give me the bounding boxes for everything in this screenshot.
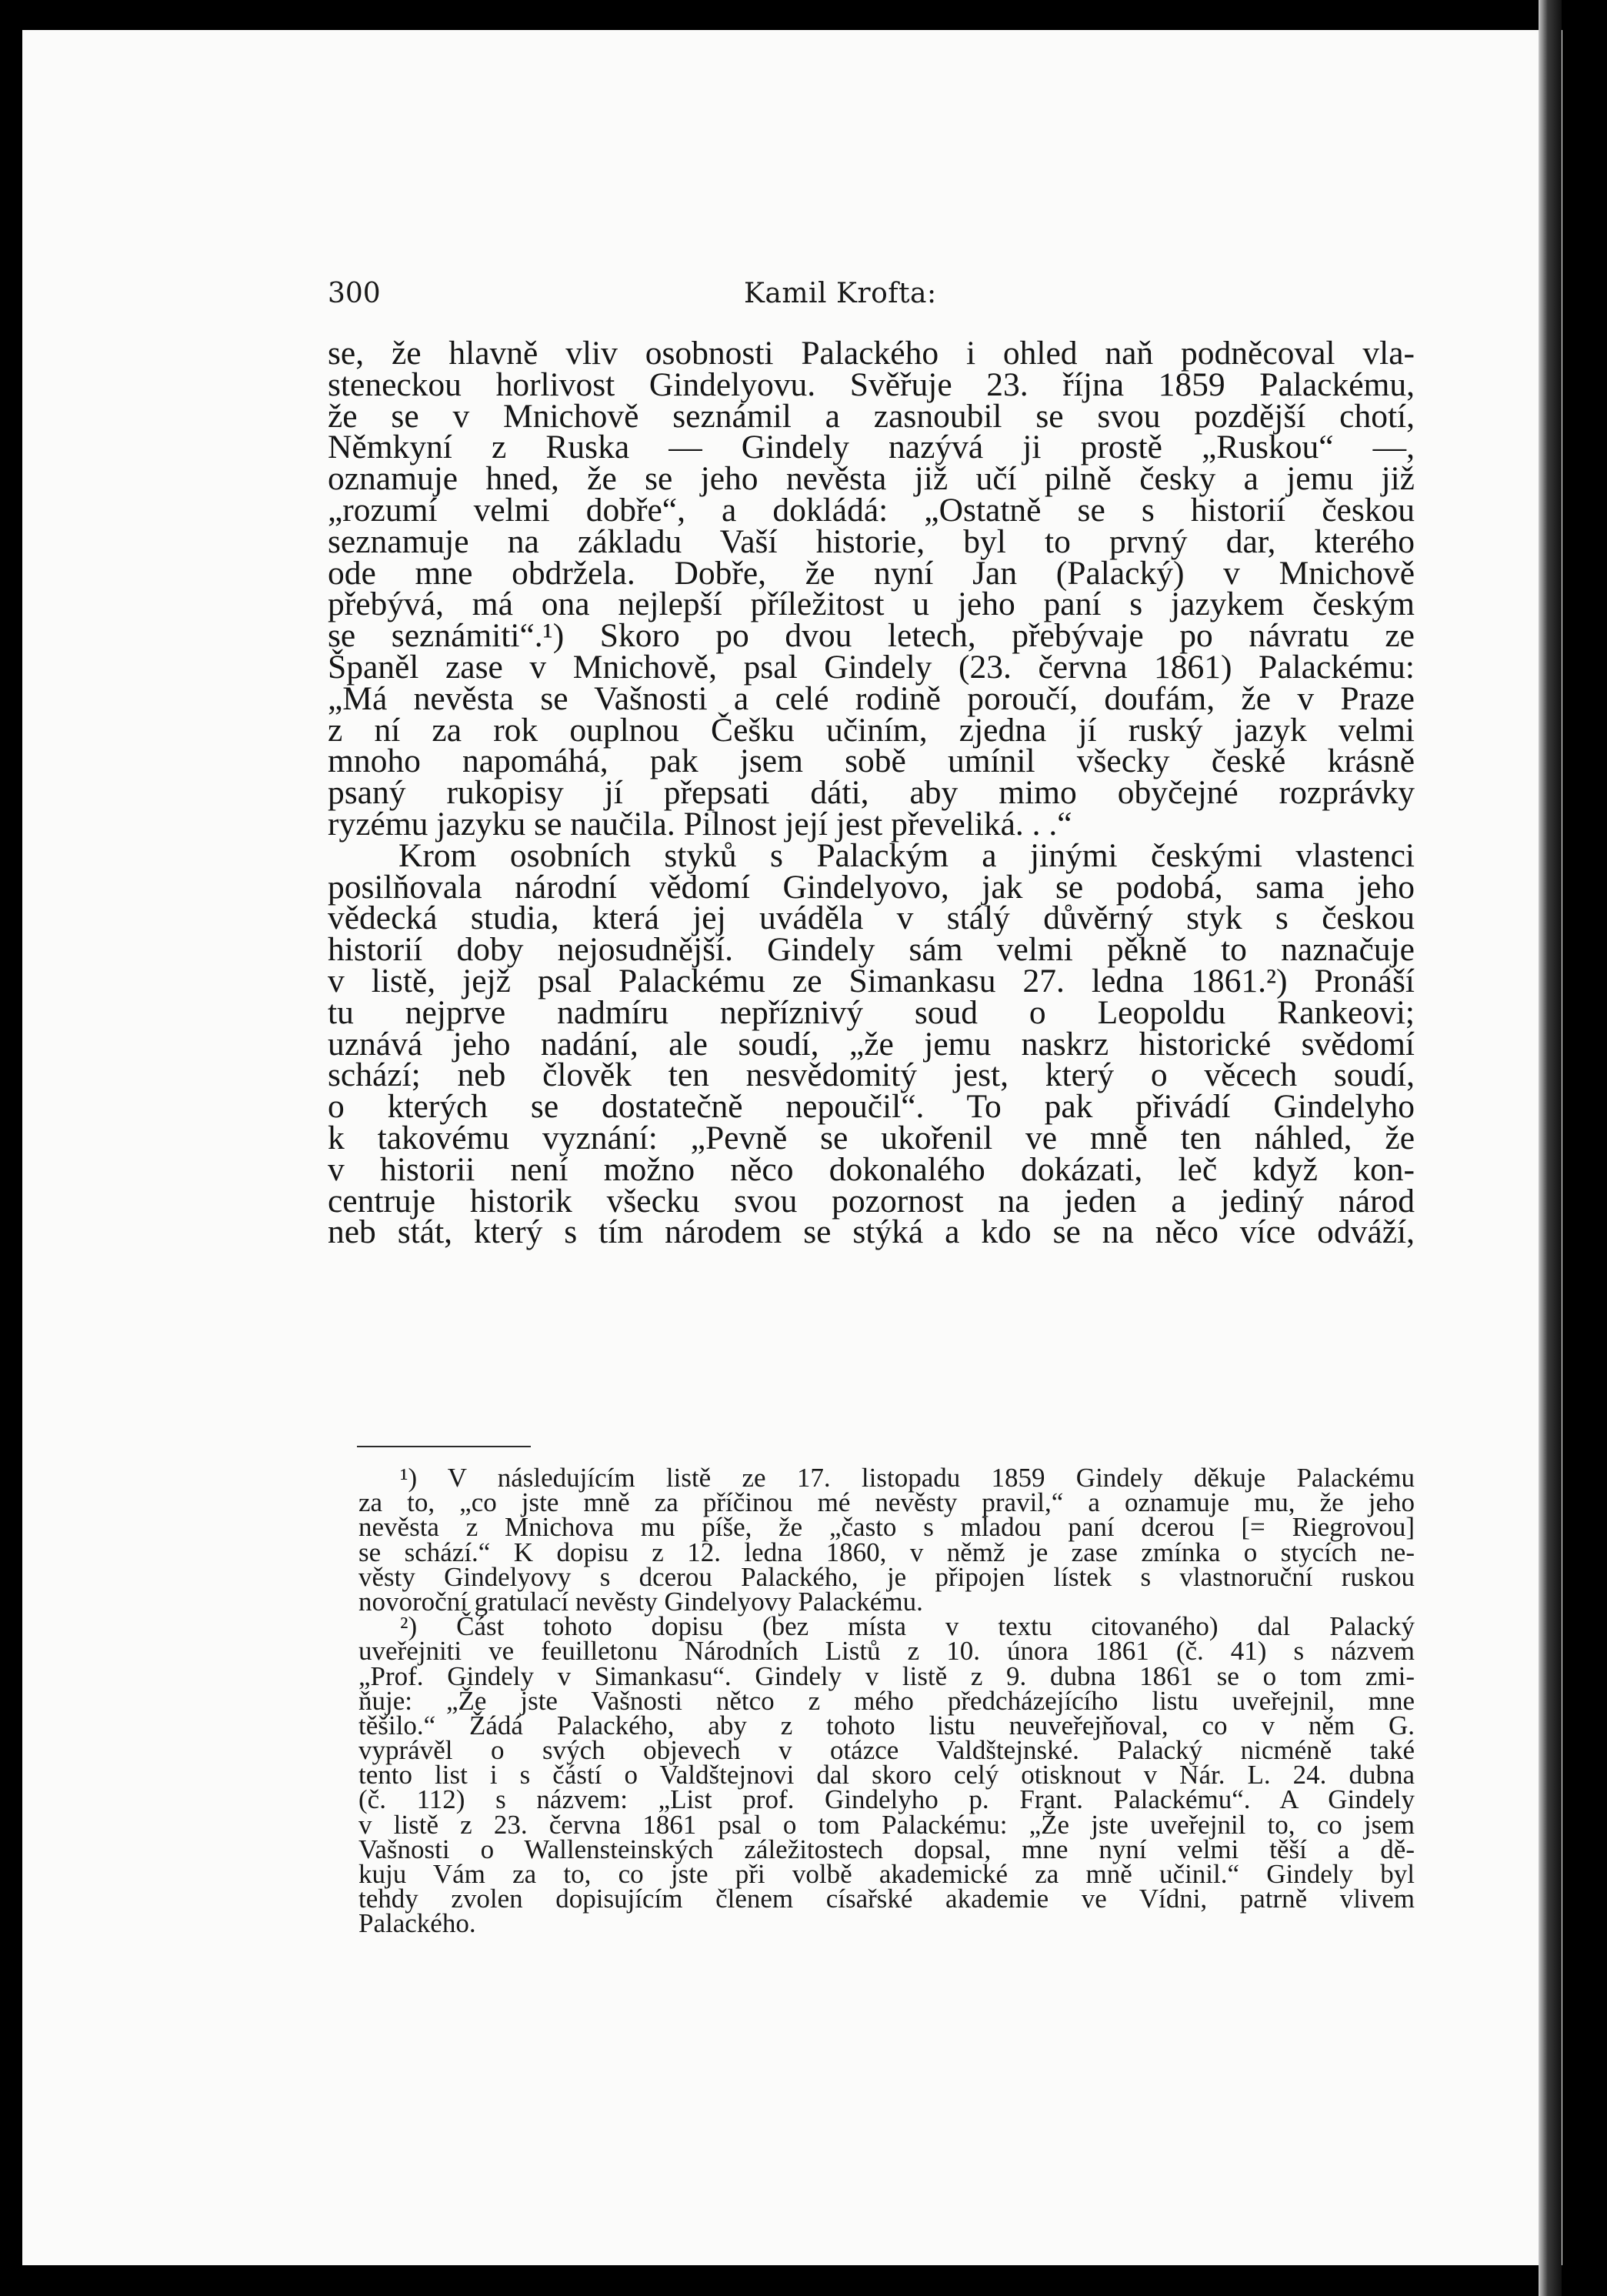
footnote-line: Vašnosti o Wallensteinských záležitostech dopsal, mne nyní velmi těší a dě-: [358, 1834, 1415, 1864]
body-line: se, že hlavně vliv osobnosti Palackého i ohled naň podněcoval vla-: [328, 335, 1415, 372]
footnote-line: ²) Část tohoto dopisu (bez místa v textu citovaného) dal Palacký: [400, 1611, 1415, 1642]
footnote-line: novoroční gratulací nevěsty Gindelyovy Palackému.: [358, 1586, 923, 1617]
body-line: ode mne obdržela. Dobře, že nyní Jan (Palacký) v Mnichově: [328, 554, 1415, 592]
page-header: [328, 278, 1415, 316]
footnote-line: kuju Vám za to, co jste při volbě akademické za mně učinil.“ Gindely byl: [358, 1859, 1415, 1889]
footnote-line: nevěsta z Mnichova mu píše, že „často s mladou paní dcerou [= Riegrovou]: [358, 1512, 1415, 1543]
footnote-separator: [357, 1446, 531, 1447]
running-title: Kamil Krofta:: [744, 278, 937, 309]
footnote-line: těšilo.“ Žádá Palackého, aby z tohoto listu neuveřejňoval, co v něm G.: [358, 1710, 1415, 1740]
footnote-line: tento list i s částí o Valdštejnovi dal skoro celý otisknout v Nár. L. 24. dubna: [358, 1760, 1415, 1790]
body-line: „Má nevěsta se Vašnosti a celé rodině poroučí, doufám, že v Praze: [328, 679, 1415, 717]
footnote-line: věsty Gindelyovy s dcerou Palackého, je připojen lístek s vlastnoruční ruskou: [358, 1561, 1415, 1592]
body-line: Španěl zase v Mnichově, psal Gindely (23. června 1861) Palackému:: [328, 648, 1415, 686]
footnote-line: vyprávěl o svých objevech v otázce Valdštejnské. Palacký nicméně také: [358, 1735, 1415, 1766]
footnote-line: ¹) V následujícím listě ze 17. listopadu 1859 Gindely děkuje Palackému: [400, 1463, 1415, 1493]
body-line: psaný rukopisy jí přepsati dáti, aby mimo obyčejné rozprávky: [328, 774, 1415, 812]
body-text: [328, 335, 1415, 1251]
body-line: steneckou horlivost Gindelyovu. Svěřuje 23. října 1859 Palackému,: [328, 365, 1415, 403]
body-line: mnoho napomáhá, pak jsem sobě umínil všecky české krásně: [328, 743, 1415, 780]
footnote-line: uveřejniti ve feuilletonu Národních Listů z 10. února 1861 (č. 41) s názvem: [358, 1636, 1415, 1667]
body-line: vědecká studia, která jej uváděla v stálý důvěrný styk s českou: [328, 899, 1415, 937]
body-line: Krom osobních styků s Palackým a jinými českými vlastenci: [398, 836, 1415, 874]
footnote-line: v listě z 23. června 1861 psal o tom Palackému: „Že jste uveřejnil to, co jsem: [358, 1809, 1415, 1840]
footnote-line: ňuje: „Že jste Vašnosti nětco z mého předcházejícího listu uveřejnil, mne: [358, 1685, 1415, 1716]
body-line: historií doby nejosudnější. Gindely sám velmi pěkně to naznačuje: [328, 931, 1415, 969]
book-spine-edge: [1539, 0, 1562, 2296]
body-line: o kterých se dostatečně nepoučil“. To pak přivádí Gindelyho: [328, 1088, 1415, 1126]
footnotes: [358, 1463, 1415, 1939]
body-line: uznává jeho nadání, ale soudí, „že jemu naskrz historické svědomí: [328, 1025, 1415, 1063]
body-line: „rozumí velmi dobře“, a dokládá: „Ostatně se s historií českou: [328, 491, 1415, 529]
body-line: k takovému vyznání: „Pevně se ukořenil ve mně ten náhled, že: [328, 1119, 1415, 1156]
footnote-line: za to, „co jste mně za příčinou mé nevěsty pravil,“ a oznamuje mu, že jeho: [358, 1487, 1415, 1518]
body-line: Němkyní z Ruska — Gindely nazývá ji prostě „Ruskou“ —,: [328, 429, 1415, 466]
page-number: 300: [328, 278, 381, 309]
body-line: schází; neb člověk ten nesvědomitý jest, který o věcech soudí,: [328, 1056, 1415, 1094]
body-line: posilňovala národní vědomí Gindelyovo, jak se podobá, sama jeho: [328, 868, 1415, 906]
body-line: v historii není možno něco dokonalého dokázati, leč když kon-: [328, 1150, 1415, 1188]
body-line: z ní za rok ouplnou Češku učiním, zjedna jí ruský jazyk velmi: [328, 711, 1415, 749]
body-line: seznamuje na základu Vaší historie, byl to prvný dar, kterého: [328, 522, 1415, 560]
body-line: se seznámiti“.¹) Skoro po dvou letech, přebývaje po návratu ze: [328, 617, 1415, 655]
footnote-line: tehdy zvolen dopisujícím členem císařské akademie ve Vídni, patrně vlivem: [358, 1884, 1415, 1914]
footnote-line: (č. 112) s názvem: „List prof. Gindelyho p. Frant. Palackému“. A Gindely: [358, 1784, 1415, 1815]
body-line: tu nejprve nadmíru nepříznivý soud o Leopoldu Rankeovi;: [328, 993, 1415, 1031]
body-line: přebývá, má ona nejlepší příležitost u jeho paní s jazykem českým: [328, 586, 1415, 623]
body-line: ryzému jazyku se naučila. Pilnost její jest převeliká. . .“: [328, 805, 1072, 843]
footnote-line: „Prof. Gindely v Simankasu“. Gindely v listě z 9. dubna 1861 se o tom zmi-: [358, 1660, 1415, 1691]
footnote-line: se schází.“ K dopisu z 12. ledna 1860, v němž je zase zmínka o stycích ne-: [358, 1537, 1415, 1567]
body-line: neb stát, který s tím národem se stýká a kdo se na něco více odváží,: [328, 1213, 1415, 1251]
book-page: [22, 30, 1562, 2265]
footnote-line: Palackého.: [358, 1908, 476, 1939]
body-line: centruje historik všecku svou pozornost na jeden a jediný národ: [328, 1182, 1415, 1220]
body-line: že se v Mnichově seznámil a zasnoubil se svou pozdější chotí,: [328, 397, 1415, 435]
body-line: v listě, jejž psal Palackému ze Simankasu 27. ledna 1861.²) Pronáší: [328, 962, 1415, 999]
body-line: oznamuje hned, že se jeho nevěsta již učí pilně česky a jemu již: [328, 460, 1415, 498]
